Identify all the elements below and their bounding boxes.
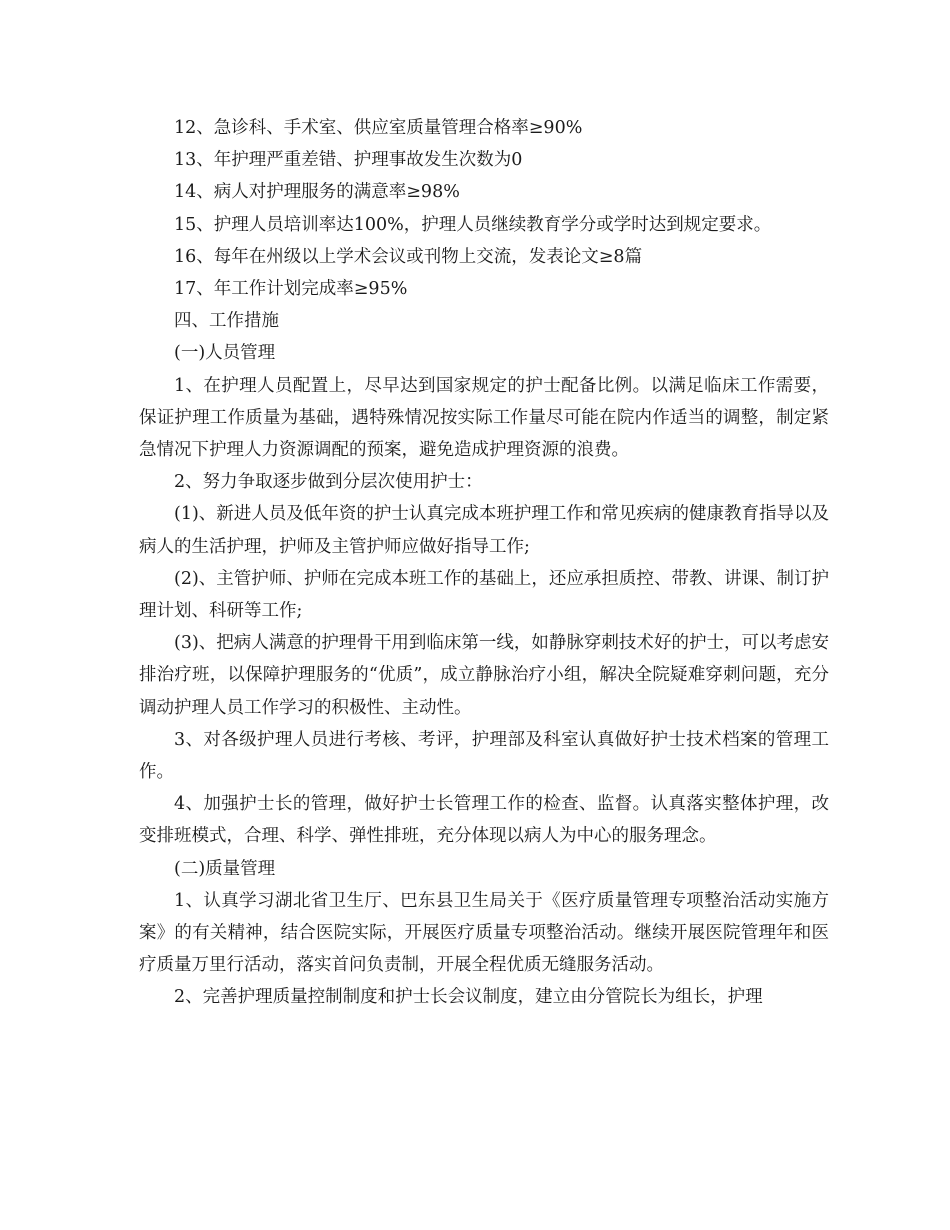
document-body (139, 112, 829, 1014)
goal-item-14: 14、病人对护理服务的满意率≥98% (174, 182, 460, 203)
paragraph-head-nurse: 4、加强护士长的管理，做好护士长管理工作的检查、监督。认真落实整体护理，改变排班模式，合理、科学、弹性排班，充分体现以病人为中心的服务理念。 (139, 794, 829, 847)
goal-item-15: 15、护理人员培训率达100%，护理人员继续教育学分或学时达到规定要求。 (174, 214, 772, 235)
goal-item-13: 13、年护理严重差错、护理事故发生次数为0 (174, 150, 523, 171)
paragraph-quality-study: 1、认真学习湖北省卫生厅、巴东县卫生局关于《医疗质量管理专项整治活动实施方案》的有关精神，结合医院实际，开展医疗质量专项整治活动。继续开展医院管理年和医疗质量万里行活动，落实首问负责制，开展全程优质无缝服务活动。 (139, 890, 829, 976)
goal-item-16: 16、每年在州级以上学术会议或刊物上交流，发表论文≥8篇 (174, 246, 643, 267)
paragraph-staffing: 1、在护理人员配置上，尽早达到国家规定的护士配备比例。以满足临床工作需要，保证护理工作质量为基础，遇特殊情况按实际工作量尽可能在院内作适当的调整，制定紧急情况下护理人力资源调配的预案，避免造成护理资源的浪费。 (139, 375, 829, 461)
paragraph-senior-nurses: (2)、主管护师、护师在完成本班工作的基础上，还应承担质控、带教、讲课、制订护理计划、科研等工作; (139, 568, 829, 622)
paragraph-new-staff: (1)、新进人员及低年资的护士认真完成本班护理工作和常见疾病的健康教育指导以及病人的生活护理，护师及主管护师应做好指导工作; (139, 504, 829, 557)
goal-item-17: 17、年工作计划完成率≥95% (174, 279, 408, 300)
section-heading-measures: 四、工作措施 (174, 311, 279, 332)
paragraph-key-staff: (3)、把病人满意的护理骨干用到临床第一线，如静脉穿刺技术好的护士，可以考虑安排治疗班，以保障护理服务的“优质”，成立静脉治疗小组，解决全院疑难穿刺问题，充分调动护理人员工作学习的积极性、主动性。 (139, 633, 829, 718)
paragraph-assessment: 3、对各级护理人员进行考核、考评，护理部及科室认真做好护士技术档案的管理工作。 (139, 729, 829, 783)
subsection-heading-quality: (二)质量管理 (174, 858, 276, 879)
goal-item-12: 12、急诊科、手术室、供应室质量管理合格率≥90% (174, 118, 583, 138)
paragraph-tiered-use: 2、努力争取逐步做到分层次使用护士： (174, 472, 483, 493)
subsection-heading-personnel: (一)人员管理 (174, 343, 276, 364)
paragraph-quality-control: 2、完善护理质量控制制度和护士长会议制度，建立由分管院长为组长，护理 (174, 987, 763, 1008)
